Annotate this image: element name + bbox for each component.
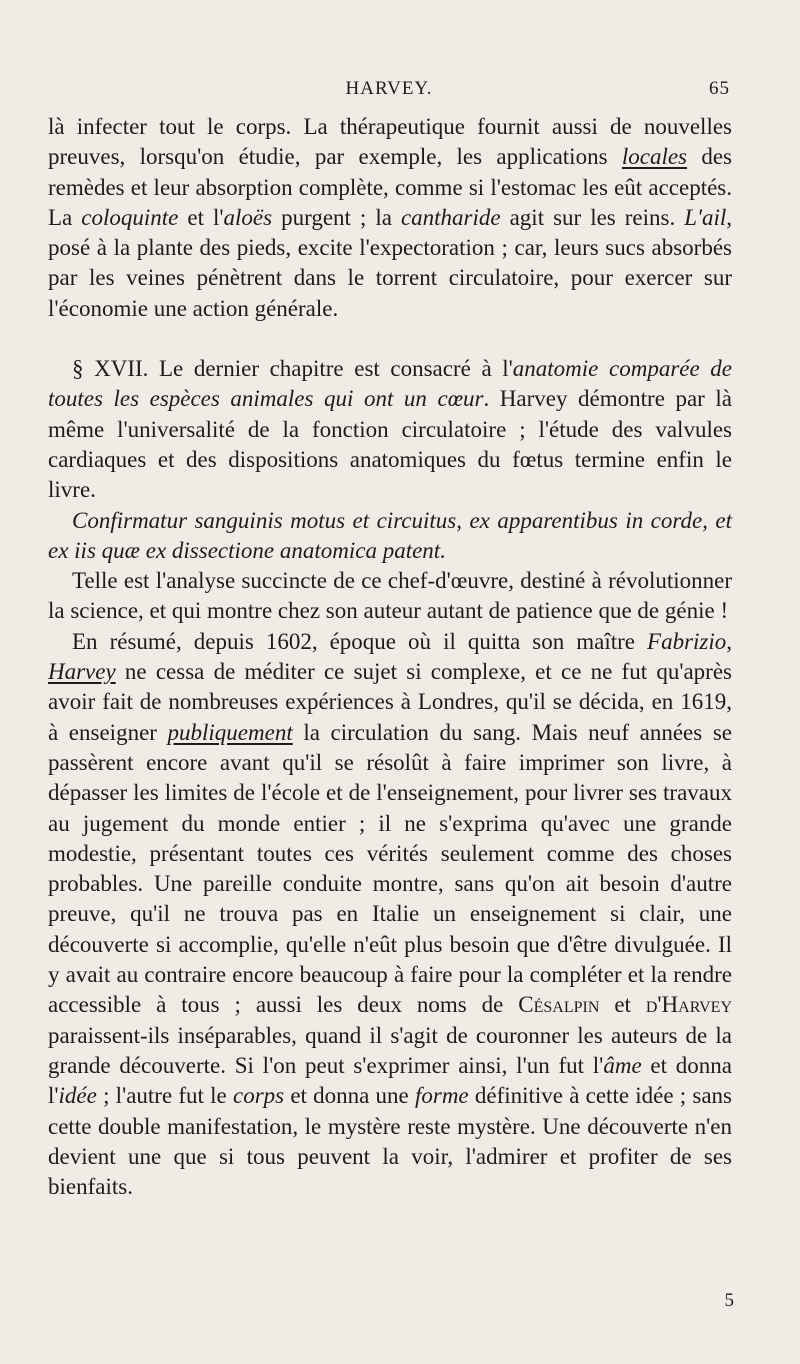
- paragraph-analyse: [48, 566, 732, 627]
- text-run: et l': [178, 204, 224, 230]
- text-run: publiquement: [167, 719, 293, 745]
- text-run: âme: [603, 1052, 642, 1078]
- text-run: là infecter tout le corps. La thérapeutique fournit aussi de nouvelles preuves, lorsqu'on étudie, par exemple, les applications: [48, 114, 732, 170]
- text-run: corps: [232, 1083, 285, 1109]
- text-run: Confirmatur sanguinis motus et circuitus, ex apparentibus in corde, et ex iis quæ ex dissectione anatomica patent.: [48, 507, 732, 563]
- text-run: coloquinte: [81, 204, 179, 230]
- paragraph-resume: [48, 627, 732, 1203]
- text-run: idée: [58, 1083, 97, 1109]
- text-run: agit sur les reins.: [500, 204, 685, 230]
- text-run: et: [599, 992, 646, 1018]
- paragraph-chapter-xvii: [48, 354, 732, 505]
- text-run: purgent ; la: [272, 204, 401, 230]
- text-run: anatomie comparée de toutes les espèces animales qui ont un cœur: [48, 356, 732, 412]
- text-run: paraissent-ils inséparables, quand il s'agit de couronner les auteurs de la grande découverte. Si l'on peut s'exprimer ainsi, l'un fut l': [48, 1022, 732, 1078]
- text-run: En résumé, depuis 1602, époque où il quitta son maître: [72, 628, 648, 654]
- signature-mark: 5: [724, 1290, 734, 1311]
- text-run: Fabrizio: [647, 628, 727, 654]
- text-run: et donna l': [48, 1052, 732, 1109]
- running-header: [48, 78, 730, 108]
- text-run: L'ail: [684, 204, 727, 230]
- text-run: Césalpin: [518, 992, 600, 1018]
- text-run: aloës: [223, 204, 273, 230]
- paragraph-therapeutique: [48, 112, 732, 324]
- text-run: . Harvey démontre par là même l'universalité de la fonction circulatoire ; l'étude des valvules cardiaques et des dispositions anatomiques du fœtus termine enfin le livre.: [48, 386, 732, 503]
- body-text: [48, 112, 732, 1202]
- latin-quotation: [48, 506, 732, 567]
- text-run: définitive à cette idée ; sans cette double manifestation, le mystère reste mystère. Une découverte n'en devient une que si tous peuvent la voir, l'admirer et profiter de ses bienfaits.: [48, 1083, 733, 1200]
- text-run: ne cessa de méditer ce sujet si complexe, et ce ne fut qu'après avoir fait de nombreuses expériences à Londres, qu'il se décida, en 1619, à enseigner: [48, 659, 732, 745]
- paragraph-gap: [48, 324, 732, 354]
- text-run: forme: [414, 1083, 469, 1109]
- running-title: HARVEY.: [345, 78, 433, 99]
- text-run: , posé à la plante des pieds, excite l'expectoration ; car, leurs sucs absorbés par les veines pénètrent dans le torrent circulatoire, pour exercer sur l'économie une action générale.: [48, 204, 732, 321]
- text-run: ; l'autre fut le: [96, 1083, 233, 1109]
- text-run: des remèdes et leur absorption complète, comme si l'estomac les eût acceptés. La: [48, 144, 732, 230]
- text-run: Telle est l'analyse succincte de ce chef-d'œuvre, destiné à révolutionner la science, et qui montre chez son auteur autant de patience que de génie !: [48, 568, 732, 624]
- text-run: § XVII. Le dernier chapitre est consacré à l': [72, 356, 513, 382]
- text-run: d'Harvey: [645, 992, 732, 1018]
- text-run: ,: [726, 628, 732, 654]
- page-number: 65: [709, 78, 730, 99]
- text-run: Harvey: [48, 659, 116, 685]
- text-run: locales: [621, 144, 688, 170]
- text-run: et donna une: [284, 1083, 415, 1109]
- text-run: cantharide: [400, 204, 501, 230]
- text-run: la circulation du sang. Mais neuf années se passèrent encore avant qu'il se résolût à faire imprimer son livre, à dépasser les limites de l'école et de l'enseignement, pour livrer ses travaux au jugement du monde entier ; il ne s'exprima qu'avec une grande modestie, présentant toutes ces vérités seulement comme des choses probables. Une pareille conduite montre, sans qu'on ait besoin d'autre preuve, qu'il ne trouva pas en Italie un enseignement si clair, une découverte si accomplie, qu'elle n'eût plus besoin que d'être divulguée. Il y avait au contraire encore beaucoup à faire pour la compléter et la rendre accessible à tous ; aussi les deux noms de: [48, 719, 732, 1018]
